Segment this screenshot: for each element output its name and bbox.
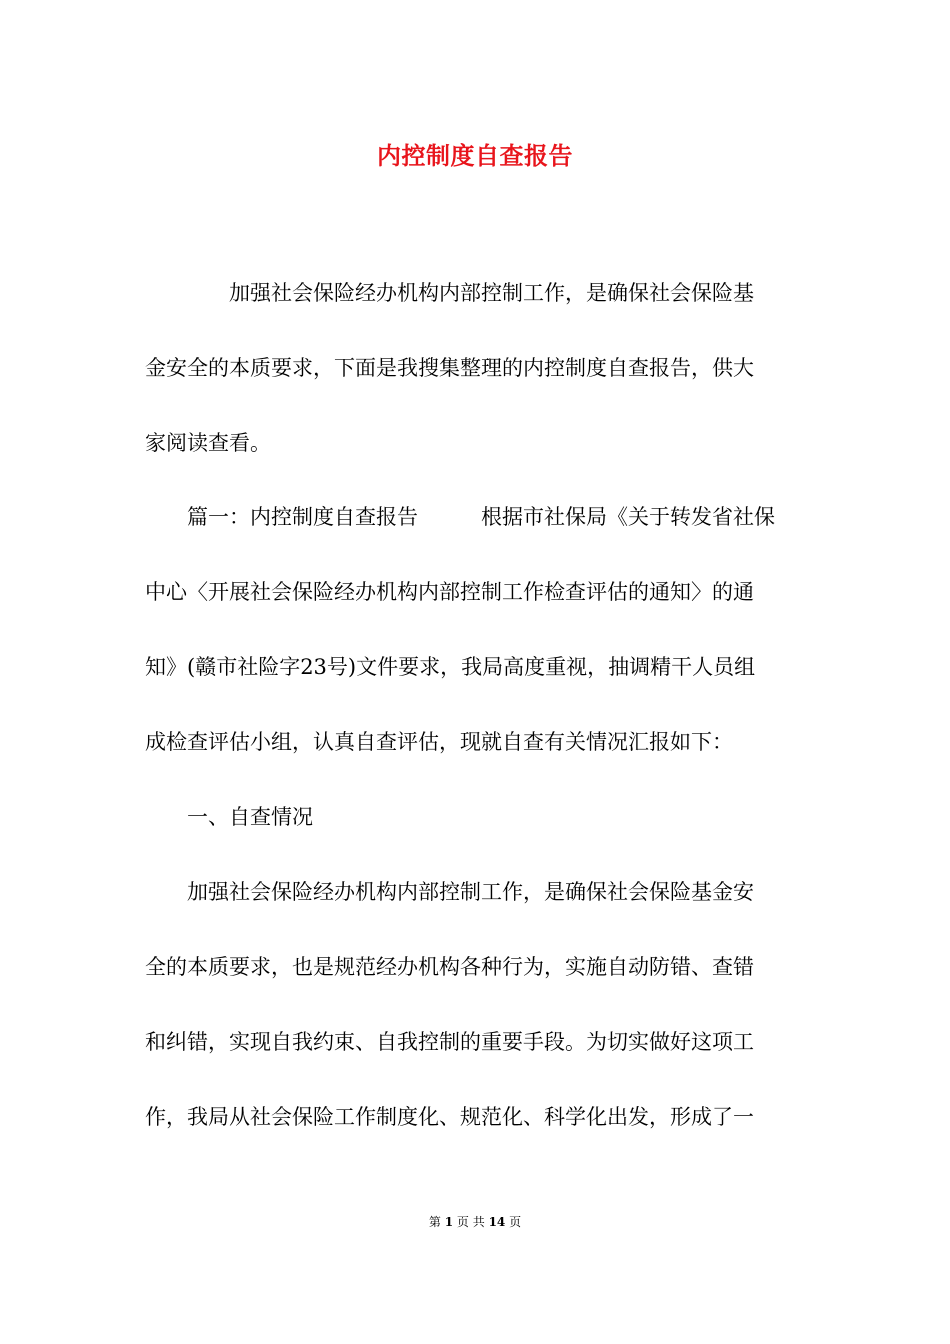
paragraph-line: 篇一：内控制度自查报告 根据市社保局《关于转发省社保 [145, 505, 775, 529]
paragraph-line: 家阅读查看。 [145, 431, 271, 455]
page-number: 1 [444, 1215, 454, 1229]
footer-prefix: 第 [428, 1215, 441, 1229]
footer-middle: 页 共 [456, 1215, 485, 1229]
paragraph-line: 和纠错，实现自我约束、自我控制的重要手段。为切实做好这项工 [145, 1030, 754, 1054]
paragraph-line: 金安全的本质要求，下面是我搜集整理的内控制度自查报告，供大 [145, 356, 754, 380]
paragraph-line: 知》(赣市社险字23号)文件要求，我局高度重视，抽调精干人员组 [145, 655, 756, 679]
total-pages: 14 [488, 1215, 506, 1229]
paragraph-line: 加强社会保险经办机构内部控制工作，是确保社会保险基金安 [145, 880, 754, 904]
intro-paragraph [145, 256, 807, 481]
paragraph-line: 加强社会保险经办机构内部控制工作，是确保社会保险基 [145, 281, 754, 305]
page-footer [0, 1213, 950, 1230]
document-title: 内控制度自查报告 [377, 141, 573, 170]
section-heading [145, 780, 807, 855]
paragraph-line: 中心〈开展社会保险经办机构内部控制工作检查评估的通知〉的通 [145, 580, 754, 604]
paragraph-line: 成检查评估小组，认真自查评估，现就自查有关情况汇报如下： [145, 730, 733, 754]
footer-suffix: 页 [509, 1215, 522, 1229]
section1-paragraph [145, 480, 807, 780]
heading-line: 一、自查情况 [145, 805, 313, 829]
paragraph-line: 全的本质要求，也是规范经办机构各种行为，实施自动防错、查错 [145, 955, 754, 979]
paragraph-line: 作，我局从社会保险工作制度化、规范化、科学化出发，形成了一 [145, 1105, 754, 1129]
section2-paragraph [145, 855, 807, 1155]
